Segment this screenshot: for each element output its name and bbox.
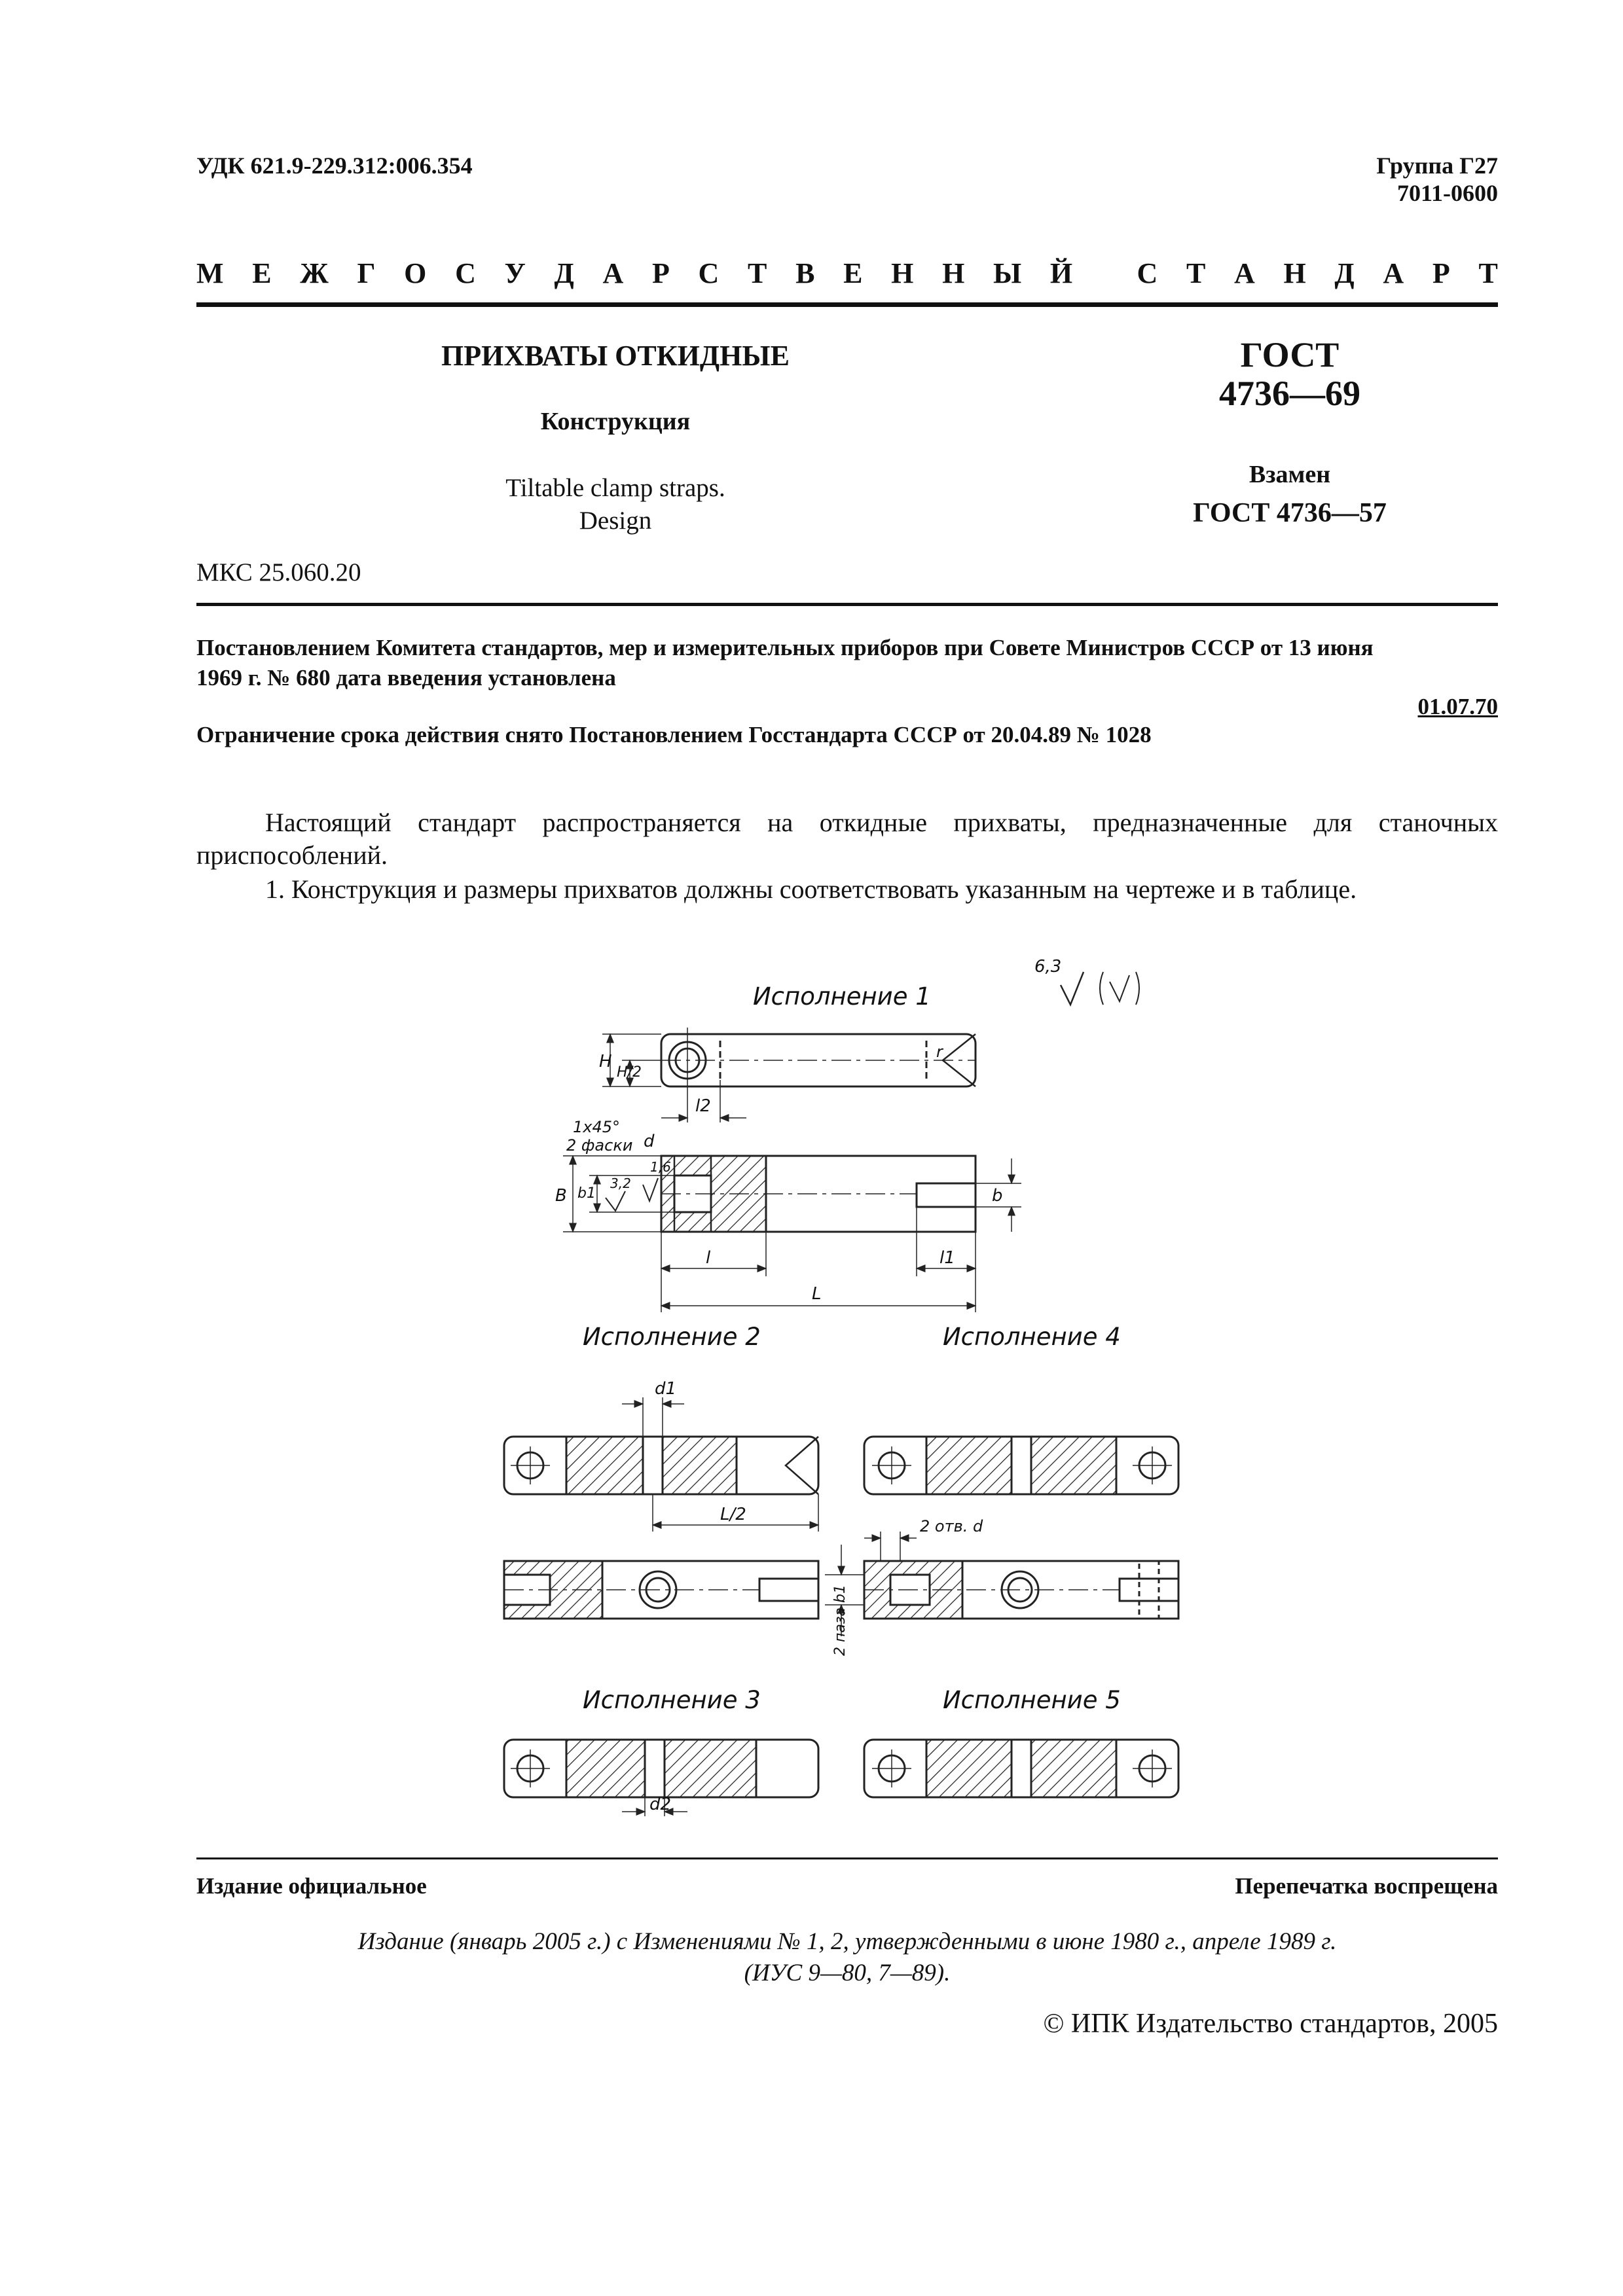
heading-letter: Е [843,257,863,289]
dim-L2: L/2 [720,1505,746,1524]
mks-code: МКС 25.060.20 [196,558,361,586]
udk-code: УДК 621.9-229.312:006.354 [196,152,473,179]
edition-note-line2: (ИУС 9—80, 7—89). [744,1960,951,1986]
product-code: 7011-0600 [1396,180,1498,206]
heading-letter: Т [1478,257,1498,289]
heading-letter: А [1383,257,1404,289]
dim-d1: d1 [655,1379,677,1399]
footer-rule [196,1857,1498,1859]
replaces-label: Взамен [1249,461,1331,488]
variant-3-label: Исполнение 3 [583,1686,761,1714]
heading-letter: С [455,257,476,289]
document-subtitle: Конструкция [540,408,691,435]
heading-letter: С [1137,257,1158,289]
heading-letter: Н [942,257,965,289]
heading-letter: Т [748,257,767,289]
heading-letter: Ы [993,257,1022,289]
heading-letter: У [504,257,526,289]
gost-label: ГОСТ [1240,335,1340,374]
reprint-prohibited: Перепечатка воспрещена [1235,1873,1498,1899]
variant-5-label: Исполнение 5 [943,1686,1121,1714]
dim-l1: l1 [939,1248,955,1268]
heading-letter: М [196,257,224,289]
header-rule [196,302,1498,307]
english-title-line2: Design [579,507,652,535]
decree-limitation: Ограничение срока действия снято Постановлением Госстандарта СССР от 20.04.89 № 1028 [196,722,1152,747]
variant-4-label: Исполнение 4 [943,1323,1121,1351]
decree-line2: 1969 г. № 680 дата введения установлена [196,665,616,691]
heading-letter: Т [1186,257,1206,289]
replaces-number: ГОСТ 4736—57 [1193,498,1387,528]
heading-letter: Д [554,257,574,289]
decree-line1: Постановлением Комитета стандартов, мер и измерительных приборов при Совете Министров СССР от 13 июня [196,635,1374,660]
body-paragraph-2: 1. Конструкция и размеры прихватов должны соответствовать указанным на чертеже и в таблице. [265,874,1357,904]
variant-2-label: Исполнение 2 [583,1323,761,1351]
heading-letter: Р [1432,257,1450,289]
english-title-line1: Tiltable clamp straps. [505,474,725,502]
dim-d: d [644,1132,655,1151]
variant-1-label: Исполнение 1 [753,982,931,1011]
heading-letter: Г [357,257,376,289]
document-title: ПРИХВАТЫ ОТКИДНЫЕ [441,340,790,372]
heading-letter: Н [891,257,914,289]
standard-type-heading [196,257,1498,290]
heading-letter: Е [252,257,272,289]
dim-slots: 2 паза b1 [832,1585,848,1656]
heading-letter: Р [651,257,670,289]
dim-L: L [812,1284,822,1304]
dim-B: B [555,1186,567,1206]
heading-letter: Н [1283,257,1306,289]
dim-holes: 2 отв. d [920,1517,983,1535]
technical-drawing [458,942,1244,1820]
heading-letter: Й [1049,257,1073,289]
roughness-label: 6,3 [1034,957,1062,977]
heading-letter: А [1234,257,1255,289]
dim-r: r [936,1043,943,1061]
heading-letter: А [602,257,624,289]
official-edition: Издание официальное [196,1873,427,1899]
dim-d2: d2 [649,1795,672,1814]
copyright: © ИПК Издательство стандартов, 2005 [1043,2009,1498,2039]
dim-H2: H/2 [617,1064,642,1081]
heading-letter: С [698,257,720,289]
heading-letter: Д [1334,257,1355,289]
body-paragraph-1: Настоящий стандарт распространяется на откидные прихваты, предназначенные для станочных приспособлений. [196,808,1498,870]
gost-number: 4736—69 [1219,374,1360,413]
dim-b1: b1 [577,1185,596,1202]
dim-l2: l2 [695,1096,711,1116]
dim-l: l [706,1248,711,1268]
heading-letter: О [404,257,427,289]
edition-note-line1: Издание (январь 2005 г.) с Изменениями № 1, 2, утвержденными в июне 1980 г., апреле 1989 г. [357,1928,1337,1955]
dim-3-2: 3,2 [610,1175,631,1191]
decree-date: 01.07.70 [1417,694,1498,719]
heading-letter [1101,257,1108,290]
heading-letter: В [795,257,815,289]
title-rule [196,603,1498,606]
heading-letter: Ж [300,257,329,289]
dim-H: H [599,1052,612,1071]
dim-b: b [992,1186,1003,1206]
dim-chamfer-count: 2 фаски [566,1136,633,1155]
group-code: Группа Г27 [1376,152,1498,179]
dim-1-6: 1,6 [650,1159,671,1175]
dim-chamfer: 1x45° [573,1118,621,1136]
